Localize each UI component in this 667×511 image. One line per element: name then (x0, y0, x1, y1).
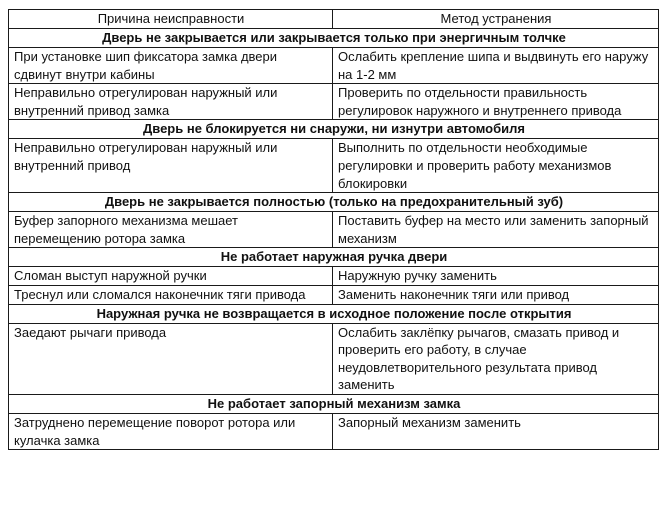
header-row (9, 10, 659, 29)
cause-cell: Неправильно отрегулирован наружный или внутренний привод (9, 139, 333, 193)
table-row (9, 48, 659, 84)
table-row (9, 285, 659, 304)
fix-cell: Поставить буфер на место или заменить запорный механизм (333, 212, 659, 248)
section-row (9, 193, 659, 212)
cause-cell: Буфер запорного механизма мешает перемещению ротора замка (9, 212, 333, 248)
cause-cell: Неправильно отрегулирован наружный или внутренний привод замка (9, 84, 333, 120)
table-row (9, 84, 659, 120)
table-row (9, 212, 659, 248)
section-title: Наружная ручка не возвращается в исходное положение после открытия (9, 304, 659, 323)
section-row (9, 394, 659, 413)
cause-cell: Заедают рычаги привода (9, 323, 333, 394)
fix-cell: Ослабить крепление шипа и выдвинуть его наружу на 1-2 мм (333, 48, 659, 84)
fix-cell: Ослабить заклёпку рычагов, смазать привод и проверить его работу, в случае неудовлетворительного результата привод заменить (333, 323, 659, 394)
table-row (9, 413, 659, 449)
table-row (9, 323, 659, 394)
header-cause: Причина неисправности (9, 10, 333, 29)
cause-cell: При установке шип фиксатора замка двери сдвинут внутри кабины (9, 48, 333, 84)
section-row (9, 120, 659, 139)
fix-cell: Заменить наконечник тяги или привод (333, 285, 659, 304)
fix-cell: Наружную ручку заменить (333, 267, 659, 286)
section-row (9, 304, 659, 323)
troubleshooting-table (8, 9, 659, 450)
fix-cell: Запорный механизм заменить (333, 413, 659, 449)
fix-cell: Выполнить по отдельности необходимые регулировки и проверить работу механизмов блокировки (333, 139, 659, 193)
section-row (9, 248, 659, 267)
cause-cell: Треснул или сломался наконечник тяги привода (9, 285, 333, 304)
table-row (9, 267, 659, 286)
section-title: Дверь не закрывается или закрывается только при энергичным толчке (9, 29, 659, 48)
section-title: Не работает наружная ручка двери (9, 248, 659, 267)
section-title: Не работает запорный механизм замка (9, 394, 659, 413)
section-title: Дверь не закрывается полностью (только на предохранительный зуб) (9, 193, 659, 212)
cause-cell: Сломан выступ наружной ручки (9, 267, 333, 286)
table-row (9, 139, 659, 193)
cause-cell: Затруднено перемещение поворот ротора или кулачка замка (9, 413, 333, 449)
header-fix: Метод устранения (333, 10, 659, 29)
section-title: Дверь не блокируется ни снаружи, ни изнутри автомобиля (9, 120, 659, 139)
fix-cell: Проверить по отдельности правильность регулировок наружного и внутреннего привода (333, 84, 659, 120)
section-row (9, 29, 659, 48)
